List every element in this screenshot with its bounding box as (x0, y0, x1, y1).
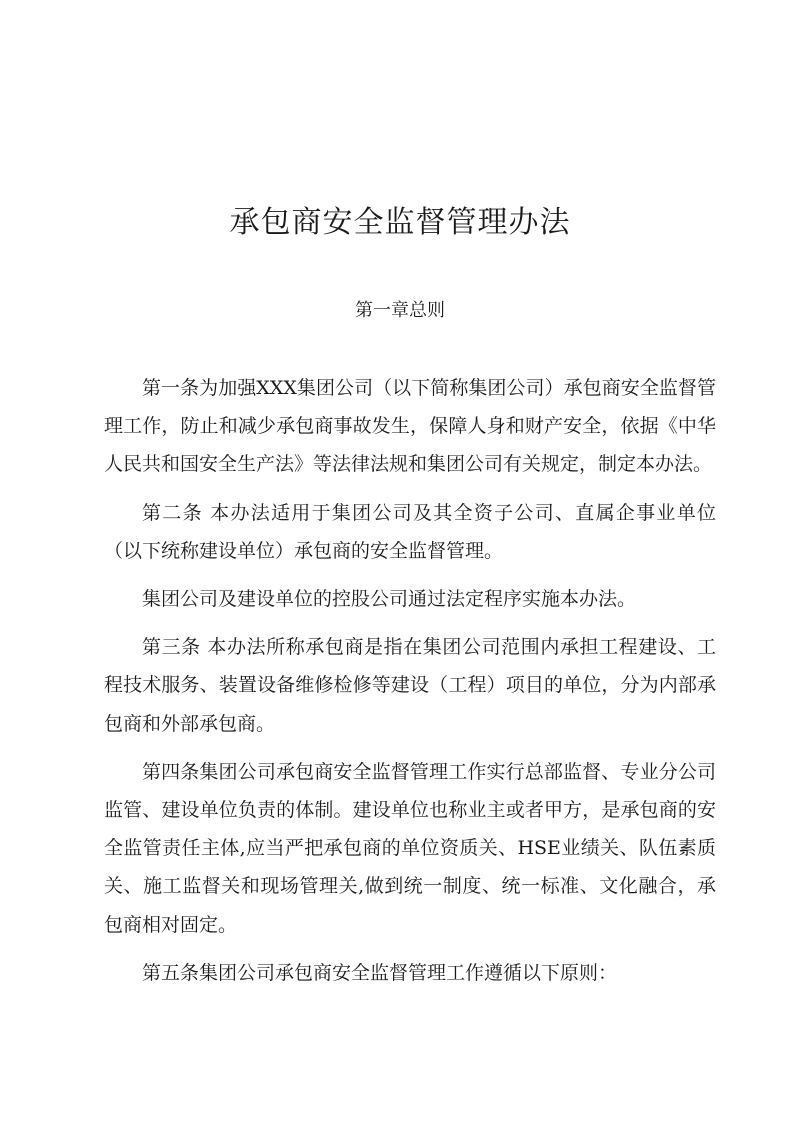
document-body (104, 369, 716, 992)
document-title: 承包商安全监督管理办法 (229, 205, 571, 240)
chapter-heading: 第一章总则 (355, 300, 445, 321)
paragraph-article-5: 第五条集团公司承包商安全监督管理工作遵循以下原则： (142, 961, 618, 984)
paragraph-article-2: 第二条 本办法适用于集团公司及其全资子公司、直属企事业单位（以下统称建设单位）承包商的安全监督管理。 (104, 501, 716, 562)
paragraph-article-1: 第一条为加强XXX集团公司（以下简称集团公司）承包商安全监督管理工作，防止和减少承包商事故发生，保障人身和财产安全，依据《中华人民共和国安全生产法》等法律法规和集团公司有关规定，制定本办法。 (104, 377, 716, 476)
paragraph-holding-companies: 集团公司及建设单位的控股公司通过法定程序实施本办法。 (142, 588, 637, 611)
paragraph-article-3: 第三条 本办法所称承包商是指在集团公司范围内承担工程建设、工程技术服务、装置设备维修检修等建设（工程）项目的单位，分为内部承包商和外部承包商。 (104, 636, 716, 735)
paragraph-article-4: 第四条集团公司承包商安全监督管理工作实行总部监督、专业分公司监管、建设单位负责的体制。建设单位也称业主或者甲方，是承包商的安全监管责任主体,应当严把承包商的单位资质关、HSE业绩关、队伍素质关、施工监督关和现场管理关,做到统一制度、统一标准、文化融合，承包商相对固定。 (104, 760, 716, 936)
